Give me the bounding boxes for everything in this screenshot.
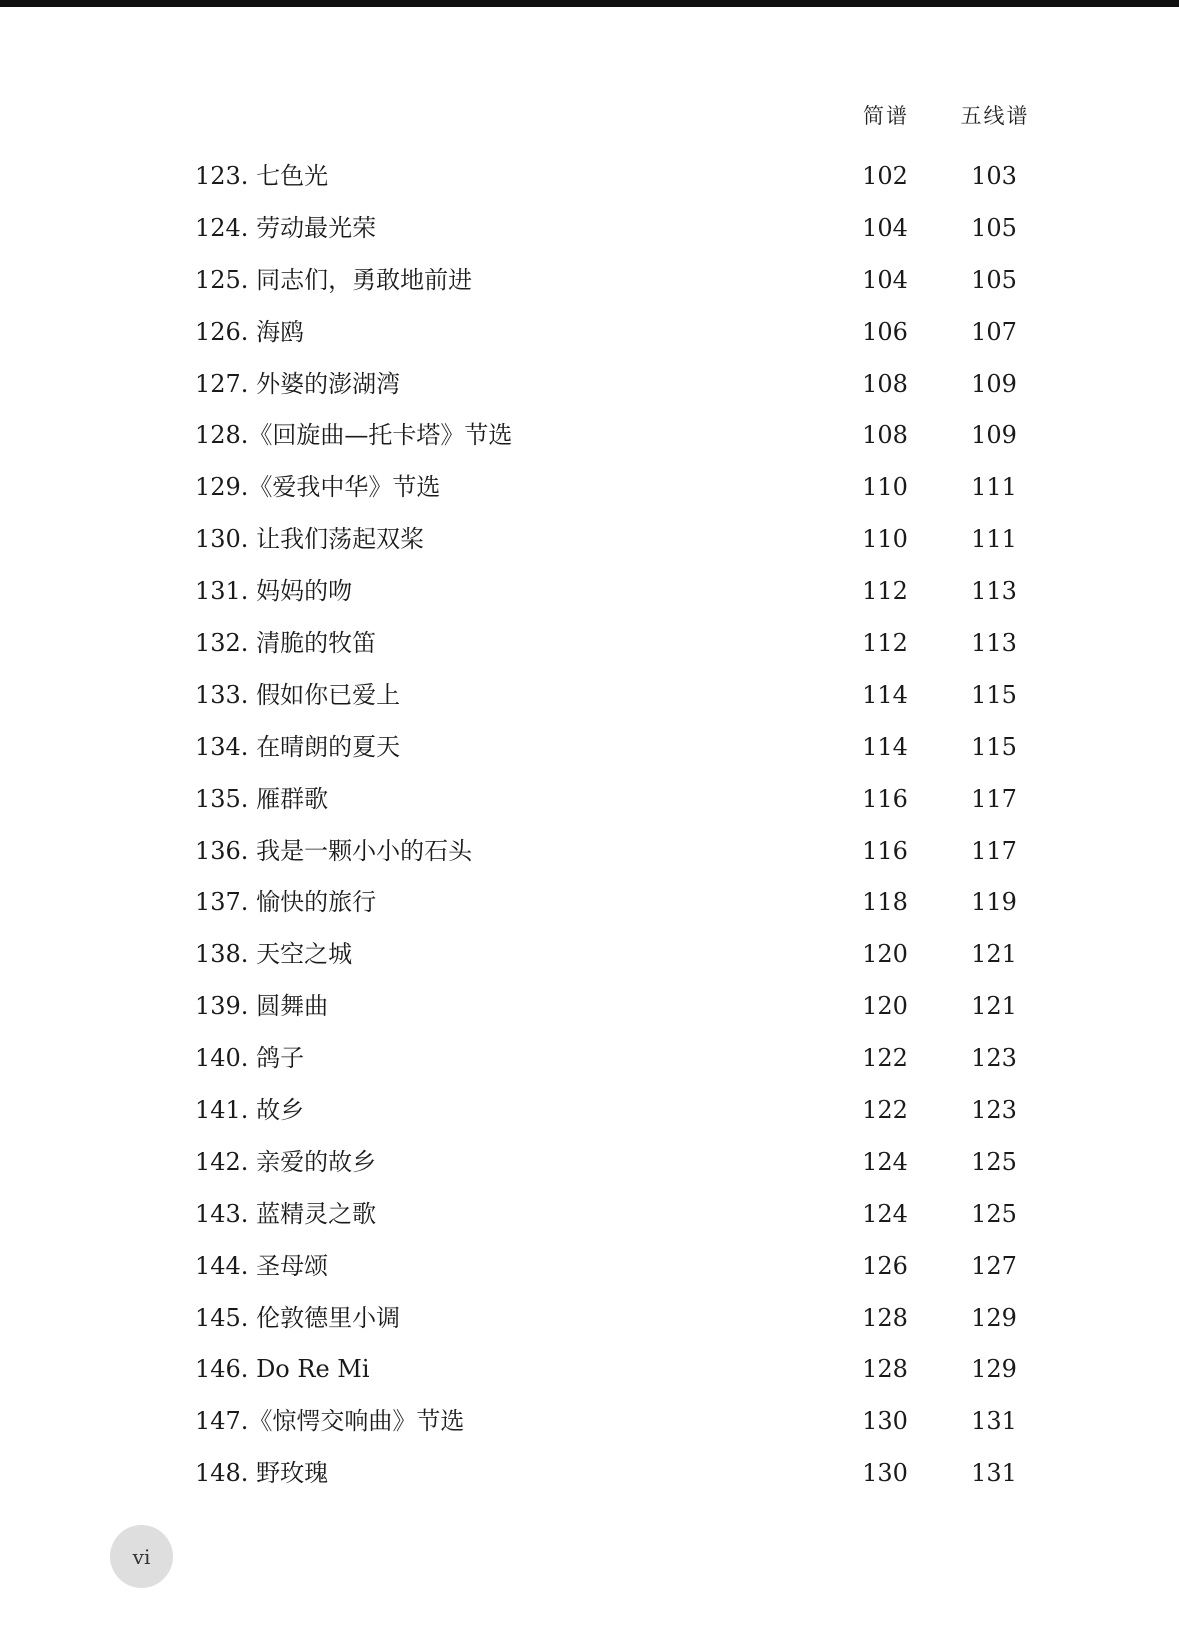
toc-entry-title: 135. 雁群歌 xyxy=(195,784,329,813)
toc-entry-title: 123. 七色光 xyxy=(195,162,329,190)
toc-entry-wuxianpu-page: 111 xyxy=(971,525,1017,554)
toc-entry-jianpu-page: 130 xyxy=(862,1407,908,1436)
toc-entry-title: 133. 假如你已爱上 xyxy=(195,680,401,709)
page-number-badge: vi xyxy=(110,1525,173,1588)
toc-entry-wuxianpu-page: 103 xyxy=(971,162,1017,190)
toc-entry-jianpu-page: 128 xyxy=(862,1303,908,1332)
toc-entry-title: 124. 劳动最光荣 xyxy=(195,213,377,242)
toc-entry[interactable] xyxy=(0,255,1179,307)
toc-entry-wuxianpu-page: 107 xyxy=(971,317,1017,346)
toc-entry[interactable] xyxy=(0,929,1179,981)
toc-entry[interactable] xyxy=(0,1396,1179,1448)
toc-entry-title: 130. 让我们荡起双桨 xyxy=(195,525,425,554)
toc-entry-title: 139. 圆舞曲 xyxy=(195,992,329,1021)
toc-entry-title: 140. 鸽子 xyxy=(195,1044,305,1073)
toc-entry-jianpu-page: 102 xyxy=(862,162,908,190)
toc-entry-jianpu-page: 110 xyxy=(862,473,908,502)
toc-entry[interactable] xyxy=(0,307,1179,359)
toc-entry-jianpu-page: 122 xyxy=(862,1044,908,1073)
toc-entry-title: 126. 海鸥 xyxy=(195,317,305,346)
toc-entry-title: 137. 愉快的旅行 xyxy=(195,888,377,917)
toc-entry-wuxianpu-page: 129 xyxy=(971,1303,1017,1332)
toc-entry-jianpu-page: 112 xyxy=(862,629,908,658)
toc-entry-jianpu-page: 106 xyxy=(862,317,908,346)
toc-entry-wuxianpu-page: 105 xyxy=(971,213,1017,242)
toc-entry[interactable] xyxy=(0,410,1179,462)
toc-entry[interactable] xyxy=(0,1448,1179,1500)
toc-entry-jianpu-page: 120 xyxy=(862,940,908,969)
toc-entry-wuxianpu-page: 125 xyxy=(971,1199,1017,1228)
toc-entry-jianpu-page: 130 xyxy=(862,1459,908,1488)
toc-entry[interactable] xyxy=(0,670,1179,722)
toc-entry-wuxianpu-page: 121 xyxy=(971,992,1017,1021)
toc-entry-jianpu-page: 120 xyxy=(862,992,908,1021)
toc-entry-jianpu-page: 118 xyxy=(862,888,908,917)
toc-entry[interactable] xyxy=(0,1137,1179,1189)
toc-entry-wuxianpu-page: 105 xyxy=(971,265,1017,294)
toc-entry-title: 129.《爱我中华》节选 xyxy=(195,473,441,502)
toc-entry-jianpu-page: 104 xyxy=(862,265,908,294)
toc-entry-wuxianpu-page: 117 xyxy=(971,836,1017,865)
toc-entry[interactable] xyxy=(0,566,1179,618)
toc-entry[interactable] xyxy=(0,981,1179,1033)
toc-entry-jianpu-page: 108 xyxy=(862,369,908,398)
toc-entry-title: 146. Do Re Mi xyxy=(195,1355,370,1384)
toc-entry-jianpu-page: 122 xyxy=(862,1096,908,1125)
toc-entry[interactable] xyxy=(0,877,1179,929)
toc-entry-title: 141. 故乡 xyxy=(195,1096,305,1125)
toc-entry-title: 128.《回旋曲—托卡塔》节选 xyxy=(195,421,513,450)
toc-entry[interactable] xyxy=(0,151,1179,203)
toc-entry-wuxianpu-page: 119 xyxy=(971,888,1017,917)
toc-entry-wuxianpu-page: 121 xyxy=(971,940,1017,969)
jianpu-column-header: 简谱 xyxy=(863,104,909,128)
toc-entry-jianpu-page: 116 xyxy=(862,784,908,813)
toc-entry-jianpu-page: 126 xyxy=(862,1251,908,1280)
toc-entry-title: 132. 清脆的牧笛 xyxy=(195,629,377,658)
toc-entry[interactable] xyxy=(0,514,1179,566)
toc-entry-jianpu-page: 124 xyxy=(862,1199,908,1228)
toc-entry-title: 144. 圣母颂 xyxy=(195,1251,329,1280)
toc-entry-title: 147.《惊愕交响曲》节选 xyxy=(195,1407,465,1436)
toc-entry-title: 136. 我是一颗小小的石头 xyxy=(195,836,473,865)
toc-entry-jianpu-page: 104 xyxy=(862,213,908,242)
toc-entry-jianpu-page: 110 xyxy=(862,525,908,554)
toc-entry[interactable] xyxy=(0,618,1179,670)
toc-entry-wuxianpu-page: 115 xyxy=(971,680,1017,709)
toc-entry-title: 125. 同志们，勇敢地前进 xyxy=(195,265,473,294)
top-border xyxy=(0,0,1179,7)
toc-entry[interactable] xyxy=(0,203,1179,255)
toc-entry-title: 131. 妈妈的吻 xyxy=(195,577,353,606)
toc-entry[interactable] xyxy=(0,359,1179,411)
toc-entry-wuxianpu-page: 131 xyxy=(971,1459,1017,1488)
toc-entry-jianpu-page: 124 xyxy=(862,1147,908,1176)
toc-entry-title: 134. 在晴朗的夏天 xyxy=(195,732,401,761)
table-of-contents xyxy=(0,151,1179,1500)
toc-entry[interactable] xyxy=(0,1033,1179,1085)
toc-entry-jianpu-page: 114 xyxy=(862,680,908,709)
toc-entry-jianpu-page: 128 xyxy=(862,1355,908,1384)
toc-entry-wuxianpu-page: 111 xyxy=(971,473,1017,502)
toc-entry-title: 142. 亲爱的故乡 xyxy=(195,1147,377,1176)
toc-entry-title: 127. 外婆的澎湖湾 xyxy=(195,369,401,398)
toc-entry-wuxianpu-page: 113 xyxy=(971,577,1017,606)
wuxianpu-column-header: 五线谱 xyxy=(960,104,1030,128)
toc-entry-jianpu-page: 114 xyxy=(862,732,908,761)
toc-entry-title: 145. 伦敦德里小调 xyxy=(195,1303,401,1332)
toc-entry[interactable] xyxy=(0,1189,1179,1241)
toc-entry-wuxianpu-page: 131 xyxy=(971,1407,1017,1436)
toc-entry-title: 143. 蓝精灵之歌 xyxy=(195,1199,377,1228)
toc-entry[interactable] xyxy=(0,774,1179,826)
toc-entry[interactable] xyxy=(0,1293,1179,1345)
toc-entry-title: 148. 野玫瑰 xyxy=(195,1459,329,1488)
toc-entry-wuxianpu-page: 109 xyxy=(971,421,1017,450)
toc-entry-wuxianpu-page: 109 xyxy=(971,369,1017,398)
toc-entry-wuxianpu-page: 129 xyxy=(971,1355,1017,1384)
toc-entry-wuxianpu-page: 117 xyxy=(971,784,1017,813)
toc-entry[interactable] xyxy=(0,462,1179,514)
toc-entry[interactable] xyxy=(0,826,1179,878)
toc-entry-wuxianpu-page: 125 xyxy=(971,1147,1017,1176)
toc-entry[interactable] xyxy=(0,1085,1179,1137)
toc-entry[interactable] xyxy=(0,1344,1179,1396)
toc-entry-jianpu-page: 108 xyxy=(862,421,908,450)
toc-entry-wuxianpu-page: 113 xyxy=(971,629,1017,658)
toc-entry-wuxianpu-page: 123 xyxy=(971,1044,1017,1073)
toc-entry-title: 138. 天空之城 xyxy=(195,940,353,969)
toc-entry-jianpu-page: 116 xyxy=(862,836,908,865)
toc-entry-wuxianpu-page: 127 xyxy=(971,1251,1017,1280)
column-headers xyxy=(0,100,1179,140)
toc-entry[interactable] xyxy=(0,1241,1179,1293)
toc-entry-wuxianpu-page: 123 xyxy=(971,1096,1017,1125)
toc-entry[interactable] xyxy=(0,722,1179,774)
toc-entry-wuxianpu-page: 115 xyxy=(971,732,1017,761)
toc-entry-jianpu-page: 112 xyxy=(862,577,908,606)
